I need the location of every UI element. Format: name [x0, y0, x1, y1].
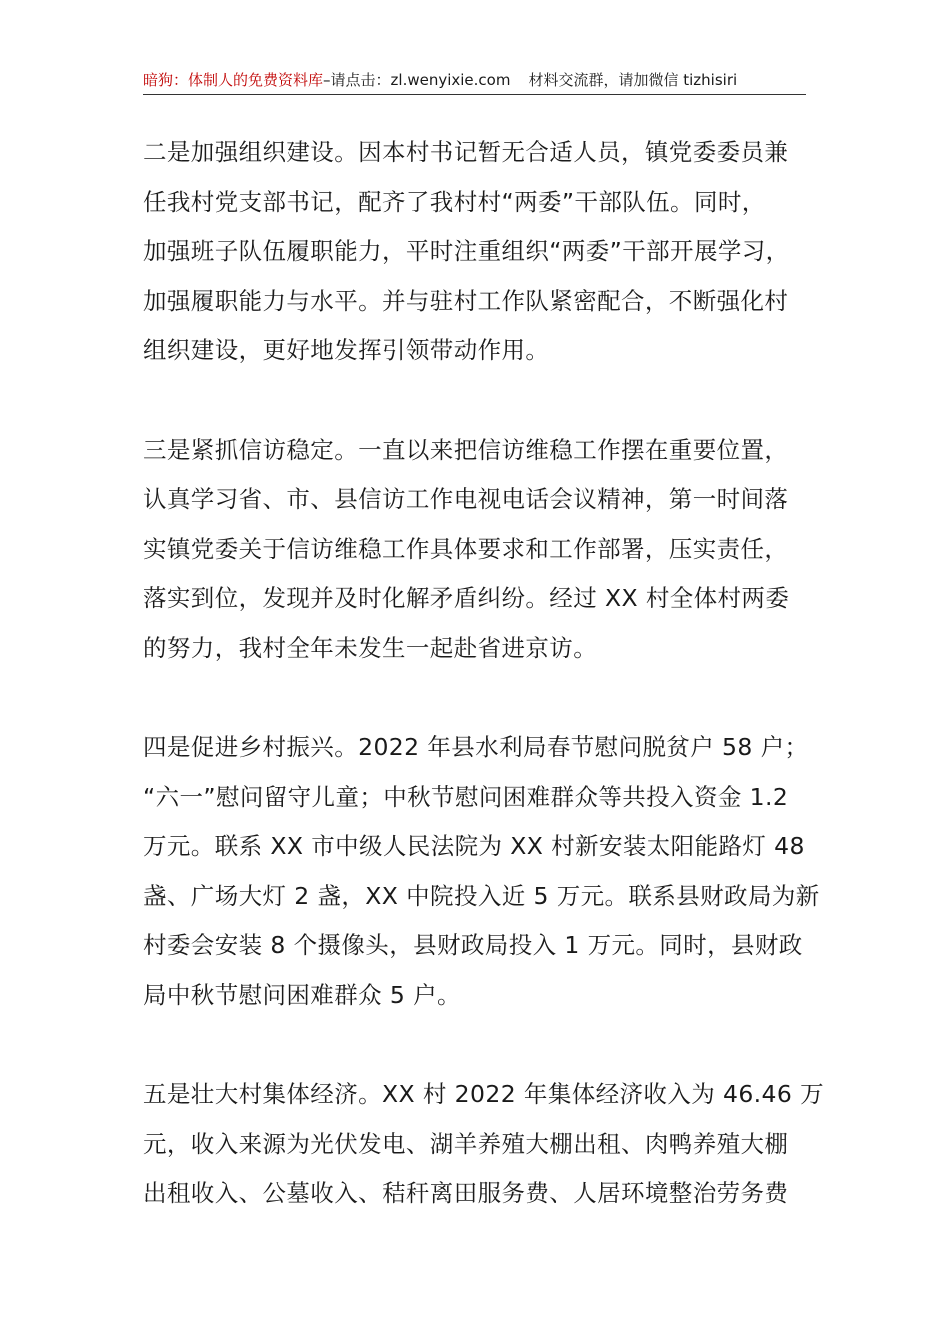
paragraph-organization [143, 128, 815, 376]
text-line: 五是壮大村集体经济。XX 村 2022 年集体经济收入为 46.46 万 [143, 1080, 825, 1108]
text-line: 村委会安装 8 个摄像头，县财政局投入 1 万元。同时，县财政 [143, 931, 803, 959]
text-line: 任我村党支部书记，配齐了我村村“两委”干部队伍。同时， [143, 187, 766, 216]
text-line: 落实到位，发现并及时化解矛盾纠纷。经过 XX 村全体村两委 [143, 584, 790, 612]
text-line: 三是紧抓信访稳定。一直以来把信访维稳工作摆在重要位置， [143, 435, 789, 464]
text-line: 盏、广场大灯 2 盏，XX 中院投入近 5 万元。联系县财政局为新 [143, 881, 820, 910]
document-body [143, 128, 825, 1269]
text-line: 认真学习省、市、县信访工作电视电话会议精神，第一时间落 [143, 485, 789, 513]
header-site-name: 暗狗：体制人的免费资料库 [143, 71, 324, 89]
text-line: 实镇党委关于信访维稳工作具体要求和工作部署，压实责任， [143, 534, 789, 563]
text-line: 的努力，我村全年未发生一起赴省进京访。 [143, 633, 598, 662]
paragraph-collective-economy [143, 1070, 825, 1219]
text-line: 元，收入来源为光伏发电、湖羊养殖大棚出租、肉鸭养殖大棚 [143, 1129, 789, 1158]
text-line: 二是加强组织建设。因本村书记暂无合适人员，镇党委委员兼 [143, 138, 789, 166]
text-line: 加强履职能力与水平。并与驻村工作队紧密配合，不断强化村 [143, 286, 789, 315]
text-line: “六一”慰问留守儿童；中秋节慰问困难群众等共投入资金 1.2 [143, 782, 789, 811]
text-line: 四是促进乡村振兴。2022 年县水利局春节慰问脱贫户 58 户； [143, 733, 809, 761]
text-line: 组织建设，更好地发挥引领带动作用。 [143, 336, 550, 364]
paragraph-petition-stability [143, 426, 815, 674]
header-prompt: –请点击： [323, 71, 391, 89]
header-link[interactable]: zl.wenyixie.com [390, 71, 511, 89]
text-line: 出租收入、公墓收入、秸秆离田服务费、人居环境整治劳务费 [143, 1179, 789, 1207]
text-line: 局中秋节慰问困难群众 5 户。 [143, 980, 461, 1009]
paragraph-rural-revitalization [143, 723, 820, 1020]
header-contact: 材料交流群，请加微信 tizhisiri [528, 71, 738, 89]
text-line: 万元。联系 XX 市中级人民法院为 XX 村新安装太阳能路灯 48 [143, 832, 805, 860]
text-line: 加强班子队伍履职能力，平时注重组织“两委”干部开展学习， [143, 237, 790, 265]
page-header [143, 66, 806, 95]
